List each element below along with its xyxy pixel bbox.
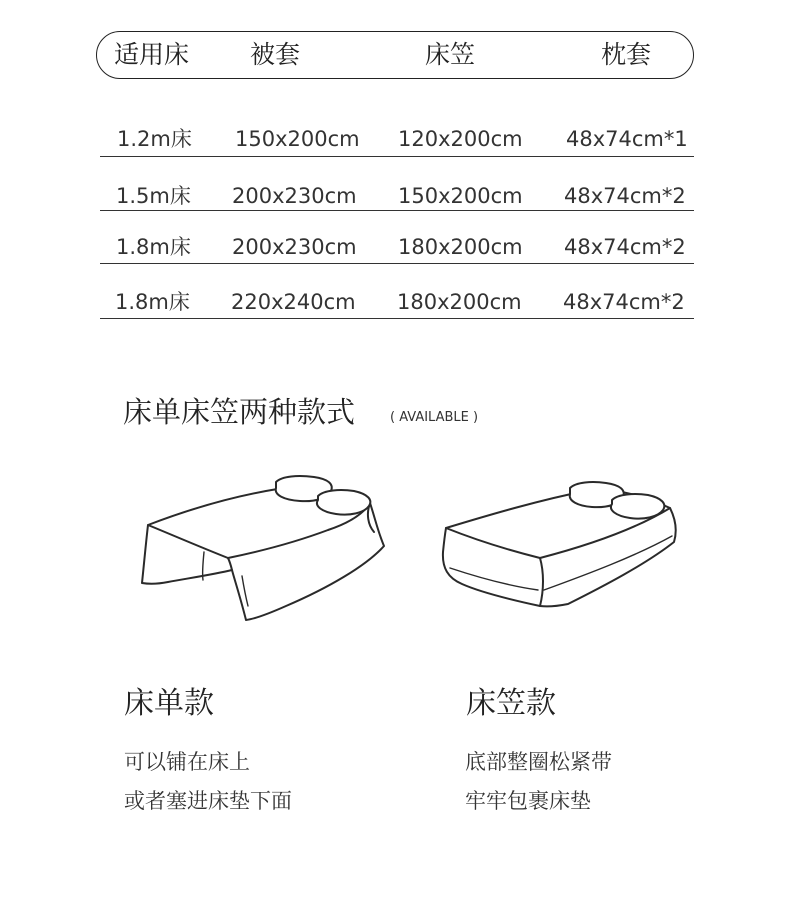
- fitted-sheet-desc-line: 底部整圈松紧带: [465, 750, 612, 774]
- fitted-sheet-desc-line: 牢牢包裹床垫: [465, 789, 591, 813]
- cell-duvet: 200x230cm: [232, 184, 357, 208]
- cell-pillow: 48x74cm*1: [566, 127, 688, 151]
- flat-sheet-desc-line: 可以铺在床上: [124, 750, 250, 774]
- row-divider: [100, 210, 694, 211]
- flat-sheet-style-title: 床单款: [124, 686, 214, 721]
- cell-bed: 1.8m床: [116, 235, 191, 259]
- section-title: 床单床笠两种款式: [123, 395, 356, 429]
- header-duvet-cover: 被套: [250, 40, 301, 69]
- cell-duvet: 220x240cm: [231, 290, 356, 314]
- cell-fitted: 120x200cm: [398, 127, 523, 151]
- cell-duvet: 150x200cm: [235, 127, 360, 151]
- row-divider: [100, 318, 694, 319]
- cell-bed: 1.5m床: [116, 184, 191, 208]
- cell-pillow: 48x74cm*2: [564, 235, 686, 259]
- table-row: [100, 181, 694, 211]
- cell-fitted: 180x200cm: [398, 235, 523, 259]
- flat-sheet-bed-icon: [130, 470, 395, 625]
- cell-bed: 1.8m床: [115, 290, 190, 314]
- cell-fitted: 150x200cm: [398, 184, 523, 208]
- table-row: [100, 287, 694, 317]
- header-bed: 适用床: [114, 40, 190, 69]
- cell-duvet: 200x230cm: [232, 235, 357, 259]
- fitted-sheet-bed-icon: [440, 478, 685, 613]
- cell-fitted: 180x200cm: [397, 290, 522, 314]
- flat-sheet-desc-line: 或者塞进床垫下面: [124, 789, 292, 813]
- header-fitted-sheet: 床笠: [425, 40, 476, 69]
- row-divider: [100, 156, 694, 157]
- table-row: [100, 232, 694, 262]
- cell-pillow: 48x74cm*2: [563, 290, 685, 314]
- cell-pillow: 48x74cm*2: [564, 184, 686, 208]
- cell-bed: 1.2m床: [117, 127, 192, 151]
- row-divider: [100, 263, 694, 264]
- fitted-sheet-style-title: 床笠款: [466, 686, 556, 721]
- available-label: ( AVAILABLE ): [390, 410, 479, 425]
- header-pillowcase: 枕套: [601, 40, 652, 69]
- table-row: [100, 124, 694, 154]
